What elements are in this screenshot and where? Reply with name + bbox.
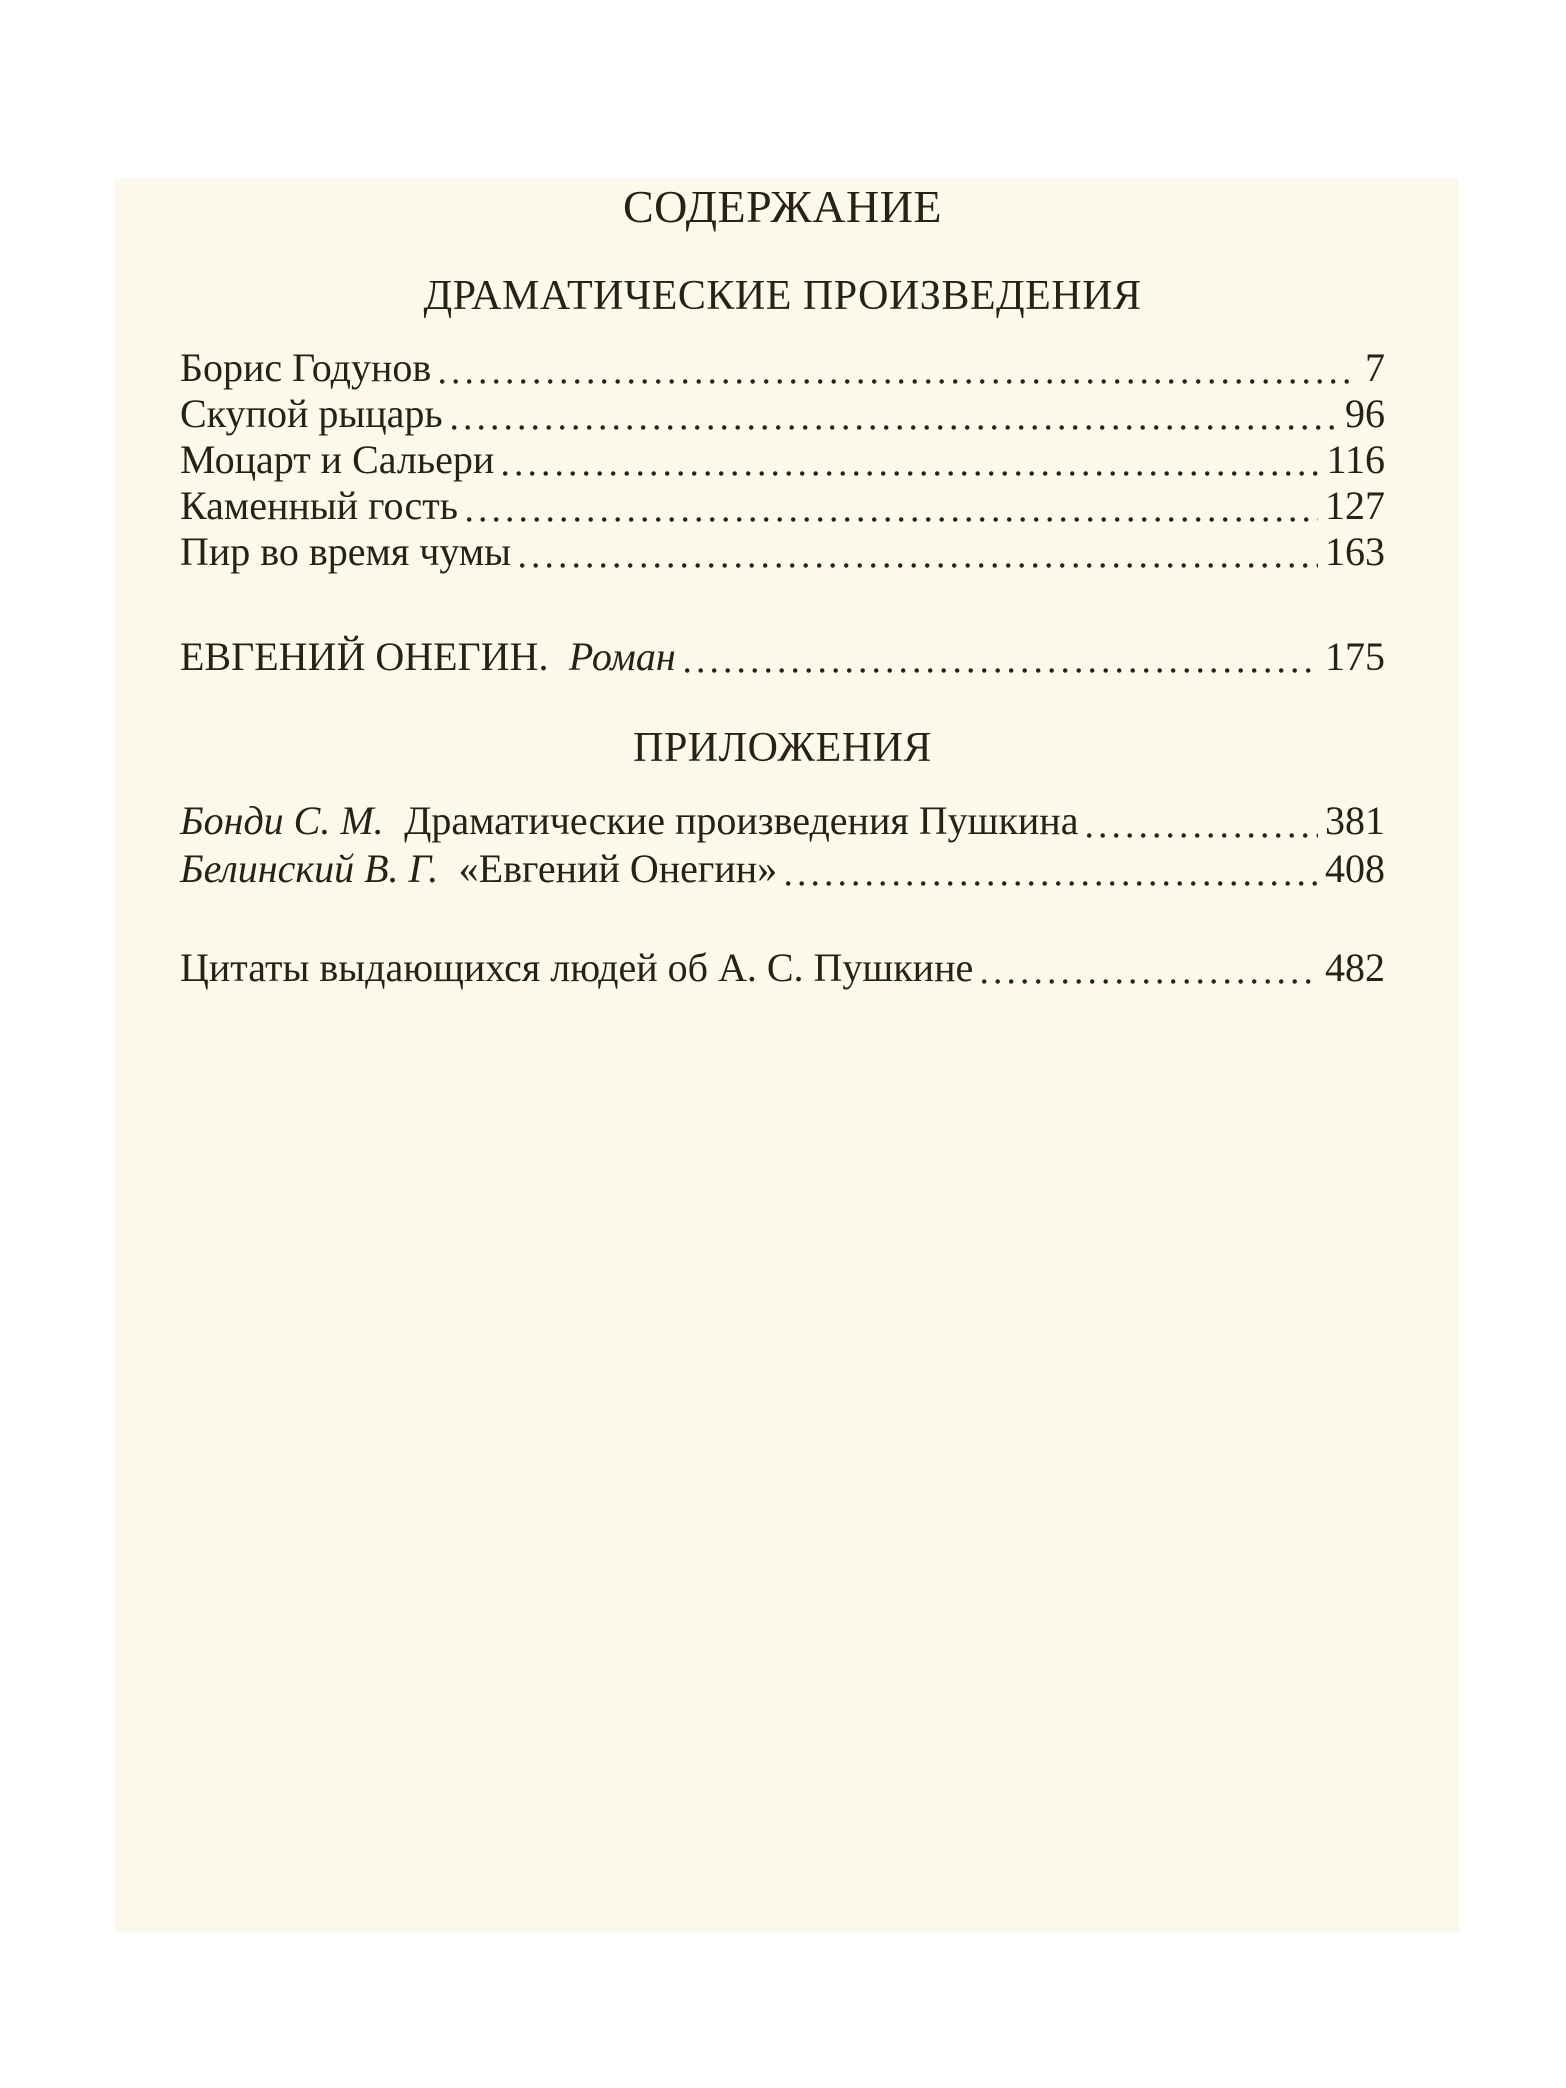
toc-entry-title: Каменный гость xyxy=(180,483,458,528)
dot-leader xyxy=(503,437,1319,483)
section-heading-appendix: ПРИЛОЖЕНИЯ xyxy=(633,725,932,771)
toc-entry-page: 163 xyxy=(1325,529,1385,574)
toc-entry-page: 408 xyxy=(1325,846,1385,891)
dot-leader xyxy=(452,391,1338,437)
toc-entry-page: 7 xyxy=(1365,345,1385,390)
toc-entry-page: 127 xyxy=(1325,483,1385,528)
toc-entry-kamenny-gost xyxy=(180,483,1385,529)
toc-entry-pir-vo-vremya-chumy xyxy=(180,529,1385,575)
toc-entry-skupoy-rytsar xyxy=(180,391,1385,437)
toc-entry-title: Драматические произведения Пушкина xyxy=(404,798,1079,843)
toc-entry-page: 482 xyxy=(1325,945,1385,990)
toc-entry-title: Скупой рыцарь xyxy=(180,391,443,436)
toc-entry-page: 116 xyxy=(1326,437,1385,482)
toc-entry-title: «Евгений Онегин» xyxy=(458,846,778,891)
toc-list-dramatic-works xyxy=(180,345,1385,575)
toc-list-appendix xyxy=(180,797,1385,893)
dot-leader xyxy=(467,483,1318,529)
toc-entry-page: 175 xyxy=(1325,634,1385,679)
toc-entry-subtitle: Роман xyxy=(568,634,676,679)
toc-entry-title: Цитаты выдающихся людей об А. С. Пушкине xyxy=(180,945,974,990)
toc-entry-bondi xyxy=(180,797,1385,845)
toc-entry-title-group xyxy=(180,845,777,893)
toc-entry-author: Белинский В. Г. xyxy=(180,846,439,891)
dot-leader xyxy=(1087,797,1318,845)
toc-entry-title-group xyxy=(180,634,676,680)
toc-entry-title: Моцарт и Сальери xyxy=(180,437,495,482)
dot-leader xyxy=(786,845,1318,893)
toc-entry-page: 381 xyxy=(1325,798,1385,843)
toc-entry-title-group xyxy=(180,797,1078,845)
toc-entry-boris-godunov xyxy=(180,345,1385,391)
book-page xyxy=(115,178,1459,1932)
toc-entry-author: Бонди С. М. xyxy=(180,798,384,843)
toc-entry-belinsky xyxy=(180,845,1385,893)
toc-entry-mozart-i-salieri xyxy=(180,437,1385,483)
toc-entry-quotes-about-pushkin xyxy=(180,945,1385,991)
dot-leader xyxy=(982,945,1318,991)
toc-entry-evgeny-onegin xyxy=(180,634,1385,680)
toc-entry-title: Борис Годунов xyxy=(180,345,432,390)
dot-leader xyxy=(440,345,1358,391)
dot-leader xyxy=(685,634,1318,680)
dot-leader xyxy=(520,529,1318,575)
toc-entry-page: 96 xyxy=(1345,391,1385,436)
page-title: СОДЕРЖАНИЕ xyxy=(622,181,943,232)
toc-entry-title: ЕВГЕНИЙ ОНЕГИН. xyxy=(180,634,549,679)
toc-entry-title: Пир во время чумы xyxy=(180,529,512,574)
section-heading-dramatic-works: ДРАМАТИЧЕСКИЕ ПРОИЗВЕДЕНИЯ xyxy=(423,273,1142,319)
